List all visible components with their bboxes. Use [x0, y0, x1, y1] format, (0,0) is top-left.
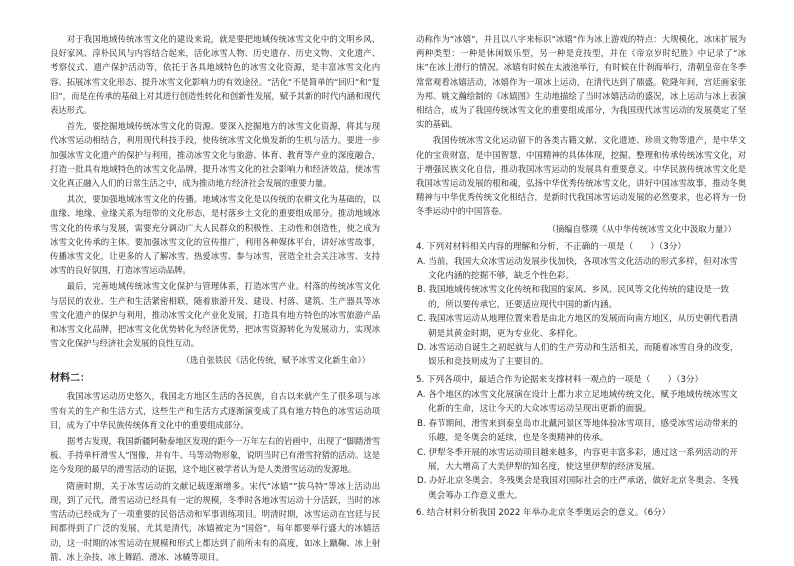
- material2-final-paragraph: 我国传统冰雪文化运动留下的各类古籍文献、文化遗迹、珍贵文物等遗产，是中华文化的宝贵财富，是中国智慧、中国精神的具体体现，挖掘、整理和传承传统冰雪文化，对于增强民族文化自信，推动我国冰雪运动的发展具有重要意义。中华民族传统冰雪文化是我国冰雪运动发展的根和魂，弘扬中华优秀传统冰雪文化，讲好中国冰雪故事，推动冬奥精神与中华优秀传统文化相结合，是新时代我国冰雪运动发展的必然要求，也必将为一份冬季运动中的中国答卷。: [416, 135, 746, 217]
- question-4-option-b: B. 我国地域传统冰雪文化传统和我国的家风、乡风、民风等文化传统的建设是一致的，所以要传承它，还要适应现代中国的新内涵。: [417, 285, 730, 310]
- material2-source: （摘编自蔡璞《从中华传统冰雪文化中汲取力量》）: [547, 223, 736, 234]
- material2-heading: 材料二：: [50, 373, 90, 385]
- material1-paragraph-4: 最后，完善地域传统冰雪文化保护与管理体系，打造冰雪产业。村落的传统冰雪文化与居民的农业、生产和生活紧密相联，随着旅游开发、建设、村落、建筑、生产器具等冰雪文化遗产的保护与利用，推动冰雪文化产业化发展，打造具有地方特色的冰雪旅游产品和冰雪文化品牌，把冰雪文化优势转化为经济优势，把冰雪资源转化为发展动力，实现冰雪文化保护与经济社会发展的良性互动。: [50, 281, 380, 349]
- question-5-option-b: B. 春节期间，滑雪来到泰皇岛市北戴河景区等地体验冰雪项目，感受冰雪运动带来的乐趣，是冬奥会的延续，也是冬奥精神的传承。: [417, 418, 738, 444]
- question-5-option-a: A. 各个地区的冰雪文化展演在设计上都力求立足地域传统文化，赋予地域传统冰雪文化新的生命，这让今天的大众冰雪运动呈现出更新的面貌。: [417, 389, 738, 415]
- material2-paragraph-3: 隋唐时期，关于冰雪运动的文献记载逐渐增多。宋代“冰嬉”“拔乌特”等冰上活动出现，到了元代，滑雪运动已经具有一定的规模，冬季时各地冰雪运动十分活跃，当时的冰雪活动已经成为了一项重要的民俗活动和军事训练项目。明清时期，冰雪运动在宫廷与民间都得到了广泛的发展，尤其是清代，冰嬉被定为“国俗”，每年都要举行盛大的冰嬉活动，这一时期的冰雪运动在规模和形式上都达到了前所未有的高度，如冰上蹴鞠、冰上射箭、冰上杂技、冰上舞蹈、滑冰、冰橇等项目。: [50, 480, 380, 562]
- left-column: [50, 32, 380, 566]
- material1-paragraph-3: 其次，要加强地域冰雪文化的传播。地域冰雪文化是以传统的农耕文化为基础的，以血缘、地缘、业缘关系为纽带的文化形态，是村落乡土文化的重要组成部分。推动地域冰雪文化的传承与发展，需要充分调动广大人民群众的积极性、主动性和创造性，使之成为冰雪文化传承的主体。要加强冰雪文化的宣传推广，利用各种媒体平台，讲好冰雪故事，传播冰雪文化，让更多的人了解冰雪、热爱冰雪、参与冰雪，营造全社会关注冰雪、支持冰雪的良好氛围，打造冰雪运动品牌。: [50, 194, 380, 276]
- question-6-stem: 6. 结合材料分析我国 2022 年举办北京冬季奥运会的意义。（6分）: [416, 508, 671, 519]
- question-4-option-a: A. 当前，我国大众冰雪运动发展步伐加快，各项冰雪文化活动的形式多样，但对冰雪文化内涵的挖掘不够，缺乏个性色彩。: [417, 256, 738, 282]
- material1-paragraph-1: 对于我国地域传统冰雪文化的建设来说，就是要把地域传统冰雪文化中的文明乡风、良好家风、淳朴民风与内容结合起来，活化冰雪人物、历史遗存、历史文物、文化遗产、考察仪式、遗产保护活动等，依托于各具地域特色的冰雪文化资源，是丰富冰雪文化内容、拓展冰雪文化形态、提升冰雪文化影响力的有效途径。“活化”不是简单的“回归”和“复旧”，而是在传承的基础上对其进行创造性转化和创新性发展，赋予其新的时代内涵和现代表达形式。: [50, 34, 380, 116]
- right-column: [416, 32, 746, 521]
- material1-paragraph-2: 首先，要挖掘地域传统冰雪文化的资源。要深入挖掘地方的冰雪文化资源，将其与现代冰雪运动相结合，利用现代科技手段，使传统冰雪文化焕发新的生机与活力。要进一步加强冰雪文化遗产的保护与利用，推动冰雪文化与旅游、体育、教育等产业的深度融合，打造一批具有地域特色的冰雪文化品牌，提升冰雪文化的社会影响力和经济效益，使冰雪文化真正融入人们的日常生活之中，成为推动地方经济社会发展的重要力量。: [50, 121, 380, 189]
- question-4-option-c: C. 我国冰雪运动从地理位置来看是由北方地区的发展而向南方地区，从历史朝代看清朝是其黄金时期，更为专业化、多样化。: [417, 314, 738, 339]
- question-5-option-d: D. 办好北京冬奥会、冬残奥会是我国对国际社会的庄严承诺，做好北京冬奥会、冬残奥会筹办工作意义重大。: [417, 476, 739, 501]
- question-5-option-c: C. 伊犁冬季开展的冰雪运动项目越来越多，内容更丰富多彩，通过这一系列活动的开展，大大增高了大美伊犁的知名度，使这里伊犁的经济发展。: [417, 447, 738, 472]
- material2-continuation: 动称作为“冰嬉”，并且以八字来标识“冰嬉”作为冰上游戏的特点：大规模化，冰床扩展为两种类型：一种是休闲娱乐型，另一种是竞技型，并在《帝京岁时纪胜》中记录了“冰床”在冰上滑行的情况。冰嬉有时候在太液池举行，有时候在什刹海举行，清朝皇帝在冬季常常观看冰嬉活动，冰嬉作为一项冰上运动，在清代达到了鼎盛。乾隆年间，宫廷画家张为邦、姚文瀚绘制的《冰嬉图》生动地描绘了当时冰嬉活动的盛况，冰上运动与冰上表演相结合，成为了我国传统冰雪文化的重要组成部分，为我国现代冰雪运动的发展奠定了坚实的基础。: [416, 34, 746, 130]
- material2-paragraph-2: 据考古发现，我国新疆阿勒泰地区发现的距今一万年左右的岩画中，出现了“脚踏滑雪板、手持单杆滑雪人”图像，并有牛、马等动物形象，说明当时已有滑雪狩猎的活动。这是迄今发现的最早的滑雪活动的证据，这个地区被学者认为是人类滑雪运动的发源地。: [50, 436, 380, 475]
- material2-paragraph-1: 我国冰雪运动历史悠久，我国北方地区生活的各民族，自古以来就产生了很多项与冰雪有关的生产和生活方式，这些生产和生活方式逐渐演变成了具有地方特色的冰雪运动项目，成为了中华民族传统体育文化中的重要组成部分。: [50, 391, 380, 430]
- question-5-stem: 5. 下列各项中，最适合作为论据来支撑材料一观点的一项是（ ）（3分）: [416, 374, 704, 385]
- material1-source: （选自张铁民《活化传统，赋予冰雪文化新生命》）: [181, 355, 370, 366]
- question-4-stem: 4. 下列对材料相关内容的理解和分析，不正确的一项是（ ）（3分）: [416, 241, 686, 252]
- question-4-option-d: D. 冰雪运动自诞生之初起就与人们的生产劳动和生活相关，而随着冰雪自身的改变，娱乐和竞技则成为了主要目的。: [417, 343, 739, 368]
